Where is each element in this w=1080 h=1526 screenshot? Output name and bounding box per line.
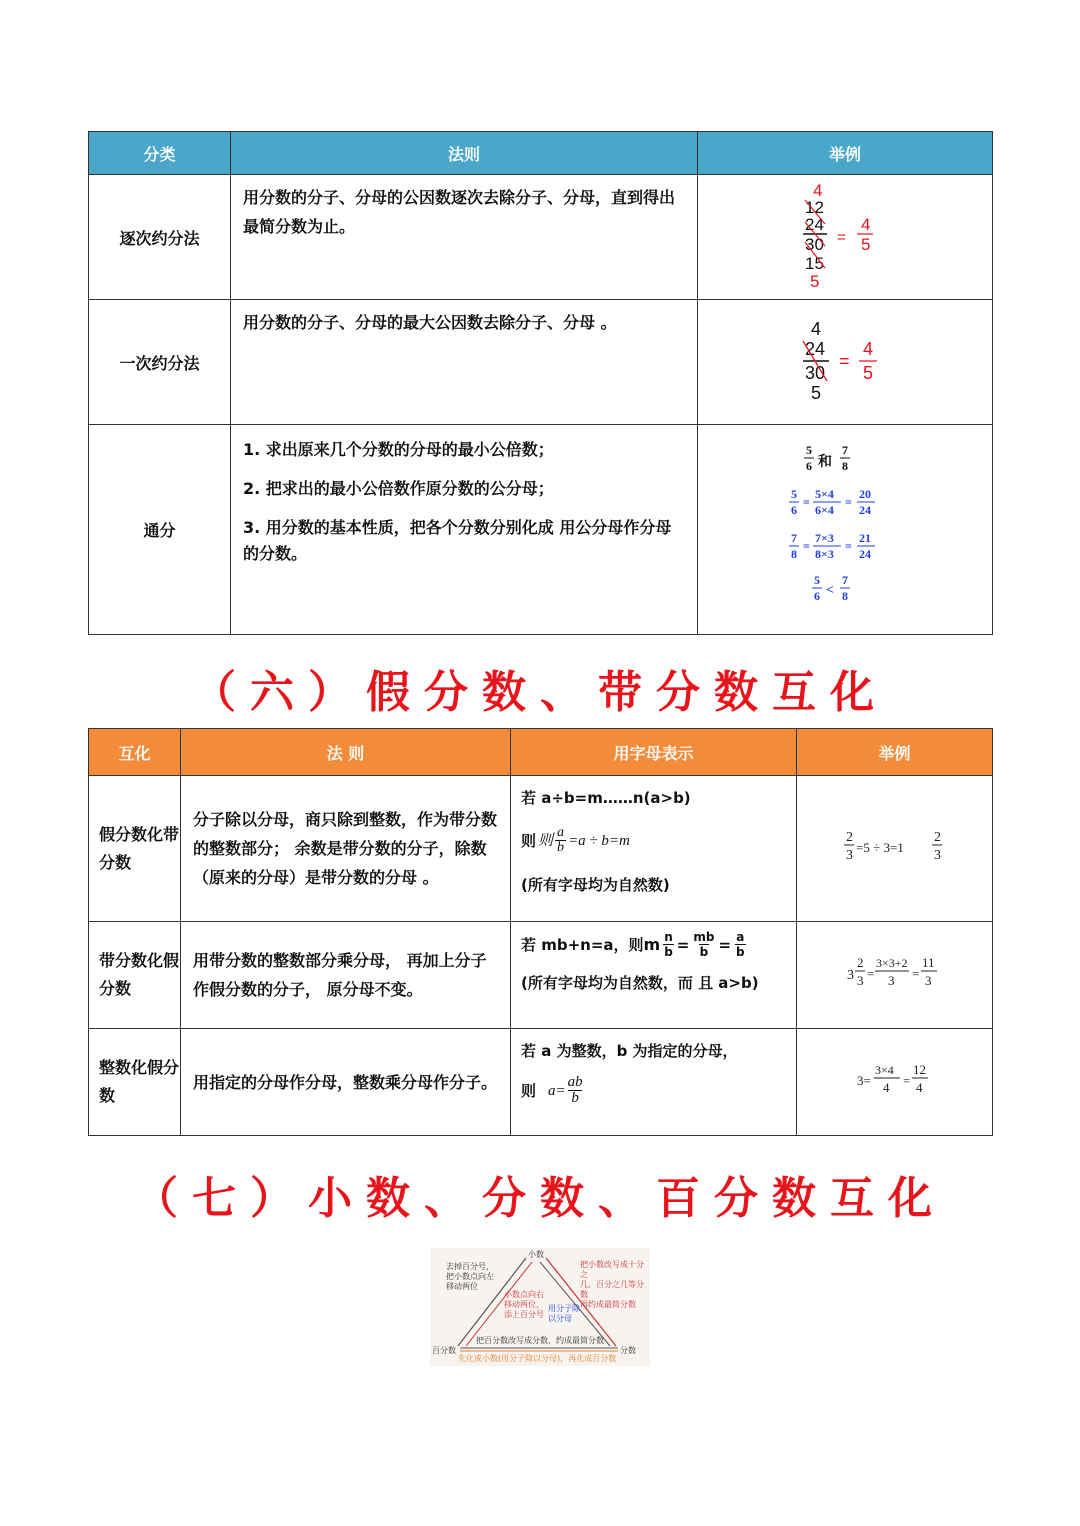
ex3-l1-d: 6×4	[815, 502, 834, 517]
row-rule: 用分数的分子、分母的最大公因数去除分子、分母 。	[231, 300, 698, 425]
example-successive	[698, 175, 993, 300]
ex3-l2-e: 21	[859, 530, 871, 545]
example-mixed-to-improper	[797, 922, 993, 1029]
ex-result-den: 5	[861, 234, 871, 254]
svg-text:2: 2	[856, 955, 863, 970]
diagram-note-right: 把小数改写成十分之 几、百分之几等分数 再约成最简分数	[580, 1260, 644, 1309]
ex-den-2: 15	[805, 253, 824, 273]
row-letters	[511, 1029, 797, 1136]
conversion-diagram	[430, 1248, 650, 1366]
row-category: 整数化假分数	[89, 1029, 181, 1136]
ex2-result-den: 5	[863, 363, 874, 383]
header-example: 举例	[797, 729, 993, 776]
diagram-decimal: 小数	[528, 1250, 544, 1259]
header-rule: 法则	[231, 132, 698, 175]
ex-num-2: 12	[805, 197, 824, 217]
ex3-cmp-b: 6	[814, 588, 820, 603]
diagram-percent: 百分数	[432, 1346, 456, 1355]
letters-line-1: 若 a÷b=m……n(a>b)	[521, 789, 691, 807]
rule-step-1: 1. 求出原来几个分数的分母的最小公倍数；	[243, 440, 554, 459]
svg-text:=: =	[866, 966, 874, 981]
ex2-equals: =	[839, 351, 850, 371]
svg-text:3: 3	[856, 973, 863, 988]
ex3-l2-f: 24	[859, 546, 871, 561]
reduction-table	[88, 131, 993, 635]
row-category: 假分数化带分数	[89, 776, 181, 922]
ex3-f1-num: 5	[806, 442, 812, 457]
row-letters	[511, 776, 797, 922]
header-rule: 法 则	[181, 729, 511, 776]
row-category: 通分	[89, 425, 231, 635]
letters-line-2: 则 a= $\frac{ab}{b}$	[521, 1074, 583, 1106]
ex2-result-num: 4	[863, 339, 874, 359]
svg-text:11: 11	[921, 955, 935, 970]
row-rule: 用分数的分子、分母的公因数逐次去除分子、分母，直到得出最简分数为止。	[231, 175, 698, 300]
svg-text:3: 3	[933, 847, 941, 863]
ex3-f2-num: 7	[842, 442, 848, 457]
section-heading-7: （七）小数、分数、百分数互化	[134, 1173, 946, 1224]
table-header-row	[89, 729, 993, 776]
table-header-row	[89, 132, 993, 175]
svg-text:=: =	[902, 1073, 910, 1088]
ex3-l1-c: 5×4	[815, 486, 834, 501]
table-row	[89, 776, 993, 922]
ex2-den: 30	[805, 363, 826, 383]
example-improper-to-mixed-figure	[840, 825, 950, 869]
row-category: 一次约分法	[89, 300, 231, 425]
svg-text:4: 4	[882, 1080, 889, 1095]
ex2-top: 4	[811, 319, 822, 339]
ex3-cmp-a: 5	[814, 572, 820, 587]
ex-den-3: 30	[805, 234, 824, 254]
svg-text:3: 3	[846, 968, 854, 983]
svg-text:3×3+2: 3×3+2	[875, 956, 908, 970]
rule-step-2: 2. 把求出的最小公倍数作原分数的公分母；	[243, 479, 554, 498]
ex3-l1-f: 24	[859, 502, 871, 517]
ex3-l1-b: 6	[791, 502, 797, 517]
svg-text:=5 ÷ 3=1: =5 ÷ 3=1	[855, 839, 904, 855]
example-successive-figure	[775, 178, 915, 293]
example-once	[698, 300, 993, 425]
ex3-l2-a: 7	[791, 530, 797, 545]
svg-text:=: =	[803, 538, 810, 553]
diagram-note-left: 去掉百分号， 把小数点向左 移动两位	[446, 1262, 494, 1291]
svg-text:2: 2	[933, 829, 941, 845]
ex3-cmp-c: 7	[842, 572, 848, 587]
letters-line-1: 若 mb+n=a，则 m $\frac{n}{b}$ = $\frac{mb}{b}$ = $\frac{a}{b}$	[521, 930, 745, 959]
diagram-fraction: 分数	[620, 1346, 636, 1355]
ex-num-1: 4	[813, 180, 823, 200]
ex3-l1-a: 5	[791, 486, 797, 501]
svg-text:=: =	[845, 538, 852, 553]
ex-num-3: 24	[805, 214, 824, 234]
diagram-note-center: 小数点向右 移动两位， 添上百分号	[504, 1290, 544, 1319]
row-category: 逐次约分法	[89, 175, 231, 300]
diagram-note-bottom: 把百分数改写成分数，约成最简分数	[476, 1336, 604, 1345]
ex-den-1: 5	[810, 271, 820, 291]
ex-equals: =	[837, 228, 846, 246]
table-row	[89, 1029, 993, 1136]
example-common-denominator	[698, 425, 993, 635]
table-row	[89, 175, 993, 300]
diagram-note-orange: 先化成小数(用分子除以分母)，再化成百分数	[458, 1354, 617, 1363]
row-rule: 用带分数的整数部分乘分母， 再加上分子作假分数的分子， 原分母不变。	[181, 922, 511, 1029]
header-letters: 用字母表示	[511, 729, 797, 776]
ex3-l2-d: 8×3	[815, 546, 834, 561]
svg-text:3=: 3=	[856, 1073, 871, 1088]
svg-text:2: 2	[845, 829, 853, 845]
header-conversion: 互化	[89, 729, 181, 776]
ex3-l2-c: 7×3	[815, 530, 834, 545]
svg-text:3: 3	[924, 973, 931, 988]
header-example: 举例	[698, 132, 993, 175]
letters-line-1: 若 a 为整数，b 为指定的分母，	[521, 1042, 738, 1060]
svg-text:3: 3	[887, 973, 894, 988]
example-integer-to-improper	[797, 1029, 993, 1136]
letters-line-3: (所有字母均为自然数)	[521, 876, 670, 894]
section-heading-6: （六）假分数、带分数互化	[192, 667, 888, 718]
ex2-bottom: 5	[811, 383, 822, 403]
table-row	[89, 300, 993, 425]
svg-text:=: =	[911, 966, 919, 981]
ex3-l1-e: 20	[859, 486, 871, 501]
example-improper-to-mixed	[797, 776, 993, 922]
svg-text:3×4: 3×4	[874, 1063, 894, 1077]
ex3-cmp-d: 8	[842, 588, 848, 603]
rule-step-3: 3. 用分数的基本性质，把各个分数分别化成 用公分母作分母的分数。	[243, 518, 672, 563]
row-letters	[511, 922, 797, 1029]
example-once-figure	[775, 315, 915, 405]
diagram-note-divide: 用分子除 以分母	[548, 1304, 580, 1323]
ex3-f2-den: 8	[842, 458, 848, 473]
fraction-conversion-table	[88, 728, 993, 1136]
row-rule: 分子除以分母，商只除到整数，作为带分数的整数部分； 余数是带分数的分子，除数 （原来的分母）是带分数的分母 。	[181, 776, 511, 922]
ex3-cmp-lt: <	[826, 582, 834, 598]
svg-text:=: =	[803, 494, 810, 509]
ex3-and: 和	[818, 454, 832, 470]
row-rule	[231, 425, 698, 635]
ex3-l2-b: 8	[791, 546, 797, 561]
letters-line-2: 则 则 $\frac{a}{b}$ =a ÷ b=m	[521, 825, 630, 855]
ex-result-num: 4	[861, 214, 871, 234]
example-integer-to-improper-figure	[845, 1058, 945, 1102]
svg-text:4: 4	[915, 1080, 922, 1095]
example-common-denominator-figure	[770, 438, 920, 618]
svg-text:=: =	[845, 494, 852, 509]
example-mixed-to-improper-figure	[845, 951, 945, 995]
header-category: 分类	[89, 132, 231, 175]
table-row	[89, 922, 993, 1029]
svg-text:3: 3	[845, 847, 853, 863]
row-category: 带分数化假分数	[89, 922, 181, 1029]
ex3-f1-den: 6	[806, 458, 812, 473]
table-row	[89, 425, 993, 635]
letters-line-2: (所有字母均为自然数，而 且 a>b)	[521, 974, 759, 992]
ex2-num: 24	[805, 339, 826, 359]
row-rule: 用指定的分母作分母，整数乘分母作分子。	[181, 1029, 511, 1136]
svg-text:12: 12	[912, 1062, 926, 1077]
